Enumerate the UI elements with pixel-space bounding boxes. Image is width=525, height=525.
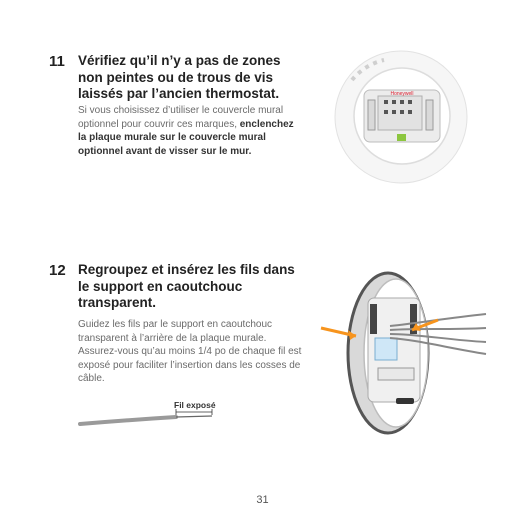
- device-brand-text: Honeywell: [390, 91, 414, 97]
- page-number: 31: [256, 494, 269, 506]
- wire-label: Fil exposé: [174, 400, 216, 410]
- exposed-wire-illustration: [78, 408, 228, 438]
- step-12-title: Regroupez et insérez les fils dans le support en caoutchouc transparent.: [78, 262, 295, 310]
- wallplate-wires-illustration: [318, 268, 488, 438]
- step-11-title: Vérifiez qu’il n’y a pas de zones non peintes ou de trous de vis laissés par l’ancien thermostat.: [78, 53, 281, 101]
- step-11-body-plain: Si vous choisissez d’utiliser le couvercle mural optionnel pour couvrir ces marques,: [78, 105, 284, 130]
- step-11-number: 11: [49, 53, 65, 70]
- step-11-body-bold: enclenchez la plaque murale sur le couvercle mural optionnel avant de visser sur le mur.: [78, 118, 294, 157]
- step-11-body: [78, 104, 303, 158]
- step-12-body: Guidez les fils par le support en caoutchouc transparent à l’arrière de la plaque murale. Assurez-vous qu’au moins 1/4 po de chaque fil est exposé pour faciliter l’insertion dans les cosses de câble.: [78, 319, 302, 384]
- wallplate-illustration: [334, 50, 469, 185]
- step-12-number: 12: [49, 262, 66, 279]
